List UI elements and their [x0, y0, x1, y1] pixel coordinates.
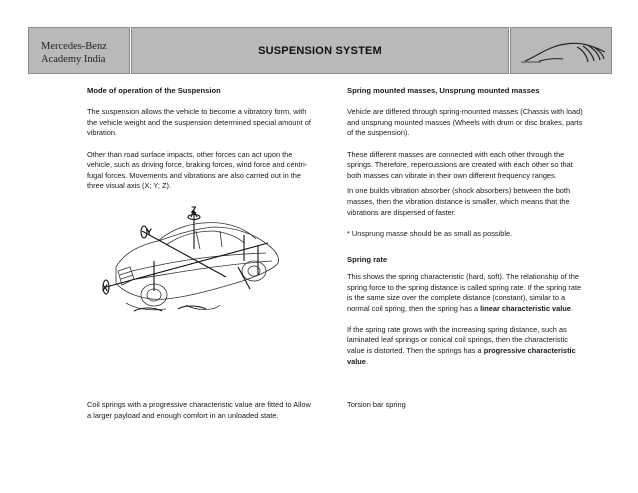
progressive-characteristic-term: progressive characteristic value	[347, 346, 576, 366]
spring-rate-para-2	[347, 325, 587, 367]
linear-characteristic-term: linear characteristic value	[480, 303, 571, 313]
spring-rate-para-1	[347, 272, 587, 314]
brand-line-2: Academy India	[41, 54, 106, 65]
masses-para-1: Vehicle are differed through spring-mounted masses (Chassis with load) and unsprung mounted masses (Wheels with drum or disc brakes, parts of the suspension).	[347, 107, 583, 138]
left-column	[87, 86, 317, 203]
logo-box	[510, 27, 612, 74]
spring-rate-para-1-text: This shows the spring characteristic (hard, soft). The relationship of the spring force to the spring distance is called spring rate. If the spring rate is the same size over the complete distance (constant), similar to a normal coil spring, then the spring has a	[347, 271, 582, 313]
left-para-2: Other than road surface impacts, other forces can act upon the vehicle, such as driving force, braking forces, wind force and centri-fugal forces. Movements and vibrations are also carried out in the three visual axis (X; Y; Z).	[87, 149, 308, 191]
brand-line-1: Mercedes-Benz	[41, 41, 107, 52]
brand-box	[28, 27, 130, 74]
axis-y-label: Y	[146, 227, 153, 237]
car-axes-illustration	[96, 205, 296, 320]
masses-heading: Spring mounted masses, Unsprung mounted masses	[347, 86, 540, 95]
car-silhouette-logo-icon	[511, 28, 613, 75]
left-heading: Mode of operation of the Suspension	[87, 86, 221, 95]
right-column	[347, 86, 587, 378]
axis-z-label: Z	[191, 205, 197, 215]
unsprung-note: * Unsprung masse should be as small as possible.	[347, 228, 513, 238]
axis-x-label: X	[102, 283, 109, 293]
spring-rate-heading: Spring rate	[347, 255, 388, 265]
spring-rate-para-2-end: .	[365, 356, 368, 366]
masses-para-2: These different masses are connected with each other through the springs. Therefore, repercussions are created with each other so that both masses can vibrate in their own different frequency ranges.	[347, 149, 573, 180]
masses-para-3: In one builds vibration absorber (shock absorbers) between the both masses, then the vibration distance is smaller, which means that the vibrations are dispersed of faster.	[347, 186, 571, 217]
page-title: SUSPENSION SYSTEM	[131, 27, 509, 74]
torsion-bar-caption: Torsion bar spring	[347, 400, 406, 409]
spring-rate-para-2-text: If the spring rate grows with the increasing spring distance, such as laminated leaf springs or conical coil springs, then the characteristic value is distorted. Then the springs has a	[347, 324, 569, 356]
spring-rate-para-1-end: .	[570, 303, 573, 313]
coil-spring-caption: Coil springs with a progressive characteristic value are fitted to Allow a larger payload and enough comfort in an unloaded state.	[87, 400, 311, 420]
left-para-1: The suspension allows the vehicle to become a vibratory form, with the vehicle weight and the suspension determined special amount of vibration.	[87, 107, 311, 138]
